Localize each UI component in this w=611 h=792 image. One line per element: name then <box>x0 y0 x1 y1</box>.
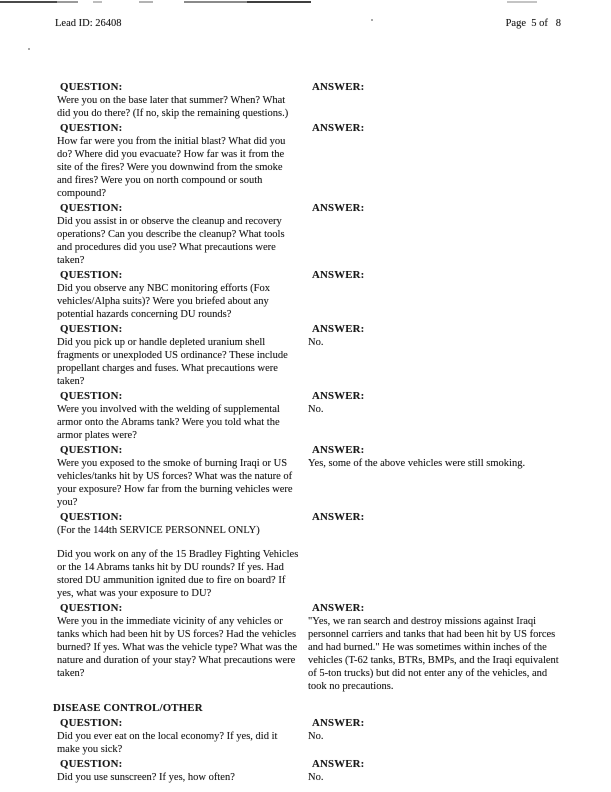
answer-column <box>307 511 565 600</box>
question-text: Were you exposed to the smoke of burning Iraqi or US vehicles/tanks hit by US forces? What was the nature of your exposure? How far from the burning vehicles were you? <box>57 458 293 508</box>
page-number: Page 5 of 8 <box>505 18 561 29</box>
question-column <box>55 122 307 200</box>
question-column <box>55 444 307 509</box>
question-text: Were you on the base later that summer? When? What did you do there? (If no, skip the remaining questions.) <box>57 95 289 119</box>
answer-column <box>307 444 565 509</box>
scan-artifact-segment <box>93 1 102 3</box>
scan-artifact-segment <box>57 1 78 3</box>
answer-text: No. <box>308 731 324 742</box>
question-text: (For the 144th SERVICE PERSONNEL ONLY) <box>57 525 260 536</box>
answer-column <box>307 323 565 388</box>
answer-column <box>307 202 565 267</box>
section-heading: DISEASE CONTROL/OTHER <box>53 702 203 714</box>
qa-row <box>55 323 565 388</box>
answer-column <box>307 390 565 442</box>
question-text: Did you use sunscreen? If yes, how often? <box>57 772 235 783</box>
qa-row <box>55 717 565 756</box>
answer-column <box>307 122 565 200</box>
answer-label: ANSWER: <box>312 717 365 729</box>
scan-artifact-segment <box>507 1 537 3</box>
question-column <box>55 323 307 388</box>
answer-column <box>307 758 565 784</box>
answer-label: ANSWER: <box>312 602 365 614</box>
answer-label: ANSWER: <box>312 202 365 214</box>
answer-text: Yes, some of the above vehicles were still smoking. <box>308 458 526 469</box>
question-column <box>55 511 307 600</box>
answer-text: No. <box>308 404 324 415</box>
question-label: QUESTION: <box>60 717 123 729</box>
question-label: QUESTION: <box>60 202 123 214</box>
scan-speck <box>28 48 30 50</box>
scan-artifact-segment <box>247 1 311 3</box>
question-label: QUESTION: <box>60 444 123 456</box>
qa-row <box>55 390 565 442</box>
scan-artifact-segment <box>0 1 57 3</box>
question-label: QUESTION: <box>60 122 123 134</box>
question-label: QUESTION: <box>60 81 123 93</box>
question-text: Were you involved with the welding of supplemental armor onto the Abrams tank? Were you told what the armor plates were? <box>57 404 280 441</box>
scan-artifact-segment <box>184 1 247 3</box>
lead-id: Lead ID: 26408 <box>55 18 122 29</box>
answer-column <box>307 717 565 756</box>
question-column <box>55 202 307 267</box>
answer-column <box>307 602 565 693</box>
qa-list <box>55 81 565 786</box>
question-label: QUESTION: <box>60 390 123 402</box>
question-text: Did you ever eat on the local economy? If yes, did it make you sick? <box>57 731 278 755</box>
answer-column <box>307 269 565 321</box>
question-column <box>55 269 307 321</box>
question-text: Did you pick up or handle depleted uranium shell fragments or unexploded US ordinance? These include propellant charges and fuses. What precautions were taken? <box>57 337 288 387</box>
qa-row <box>55 758 565 784</box>
qa-row <box>55 202 565 267</box>
answer-label: ANSWER: <box>312 390 365 402</box>
question-label: QUESTION: <box>60 511 123 523</box>
question-text: Did you assist in or observe the cleanup and recovery operations? Can you describe the cleanup? What tools and procedures did you use? What precautions were taken? <box>57 216 285 266</box>
qa-row <box>55 122 565 200</box>
question-text: Were you in the immediate vicinity of any vehicles or tanks which had been hit by US forces? Had the vehicles burned? If yes. What was the vehicle type? What was the nature and duration of your stay? What precautions were taken? <box>57 616 298 679</box>
question-column <box>55 602 307 693</box>
question-text: How far were you from the initial blast? What did you do? Where did you evacuate? How far was it from the site of the fires? Were you downwind from the smoke and fires? Were you on north compound or south compound? <box>57 136 286 199</box>
scan-artifact-line <box>0 1 611 4</box>
qa-row <box>55 511 565 600</box>
question-label: QUESTION: <box>60 323 123 335</box>
question-column <box>55 390 307 442</box>
qa-row <box>55 81 565 120</box>
answer-label: ANSWER: <box>312 444 365 456</box>
answer-label: ANSWER: <box>312 122 365 134</box>
scan-speck <box>371 19 373 21</box>
answer-label: ANSWER: <box>312 511 365 523</box>
question-column <box>55 758 307 784</box>
question-column <box>55 717 307 756</box>
answer-label: ANSWER: <box>312 81 365 93</box>
question-label: QUESTION: <box>60 758 123 770</box>
qa-row <box>55 602 565 693</box>
answer-label: ANSWER: <box>312 758 365 770</box>
question-column <box>55 81 307 120</box>
answer-text: No. <box>308 337 324 348</box>
answer-text: "Yes, we ran search and destroy missions against Iraqi personnel carriers and tanks that had been hit by US forces and had burned." He was sometimes within inches of the vehicles (T-62 tanks, BTRs, BMPs, and the Iraqi equivalent of 5-ton trucks) but did not enter any of the vehicles, and took no precautions. <box>308 616 559 692</box>
page-header <box>55 17 561 30</box>
answer-column <box>307 81 565 120</box>
answer-label: ANSWER: <box>312 269 365 281</box>
scan-artifact-segment <box>139 1 153 3</box>
question-label: QUESTION: <box>60 269 123 281</box>
qa-row <box>55 444 565 509</box>
qa-row <box>55 269 565 321</box>
answer-text: No. <box>308 772 324 783</box>
question-text-continued: Did you work on any of the 15 Bradley Fighting Vehicles or the 14 Abrams tanks hit by DU rounds? If yes. Had stored DU ammunition ignited due to fire on board? If yes, what was your exposure to DU? <box>57 549 299 599</box>
question-label: QUESTION: <box>60 602 123 614</box>
answer-label: ANSWER: <box>312 323 365 335</box>
question-text: Did you observe any NBC monitoring efforts (Fox vehicles/Alpha suits)? Were you briefed about any potential hazards concerning DU rounds? <box>57 283 270 320</box>
